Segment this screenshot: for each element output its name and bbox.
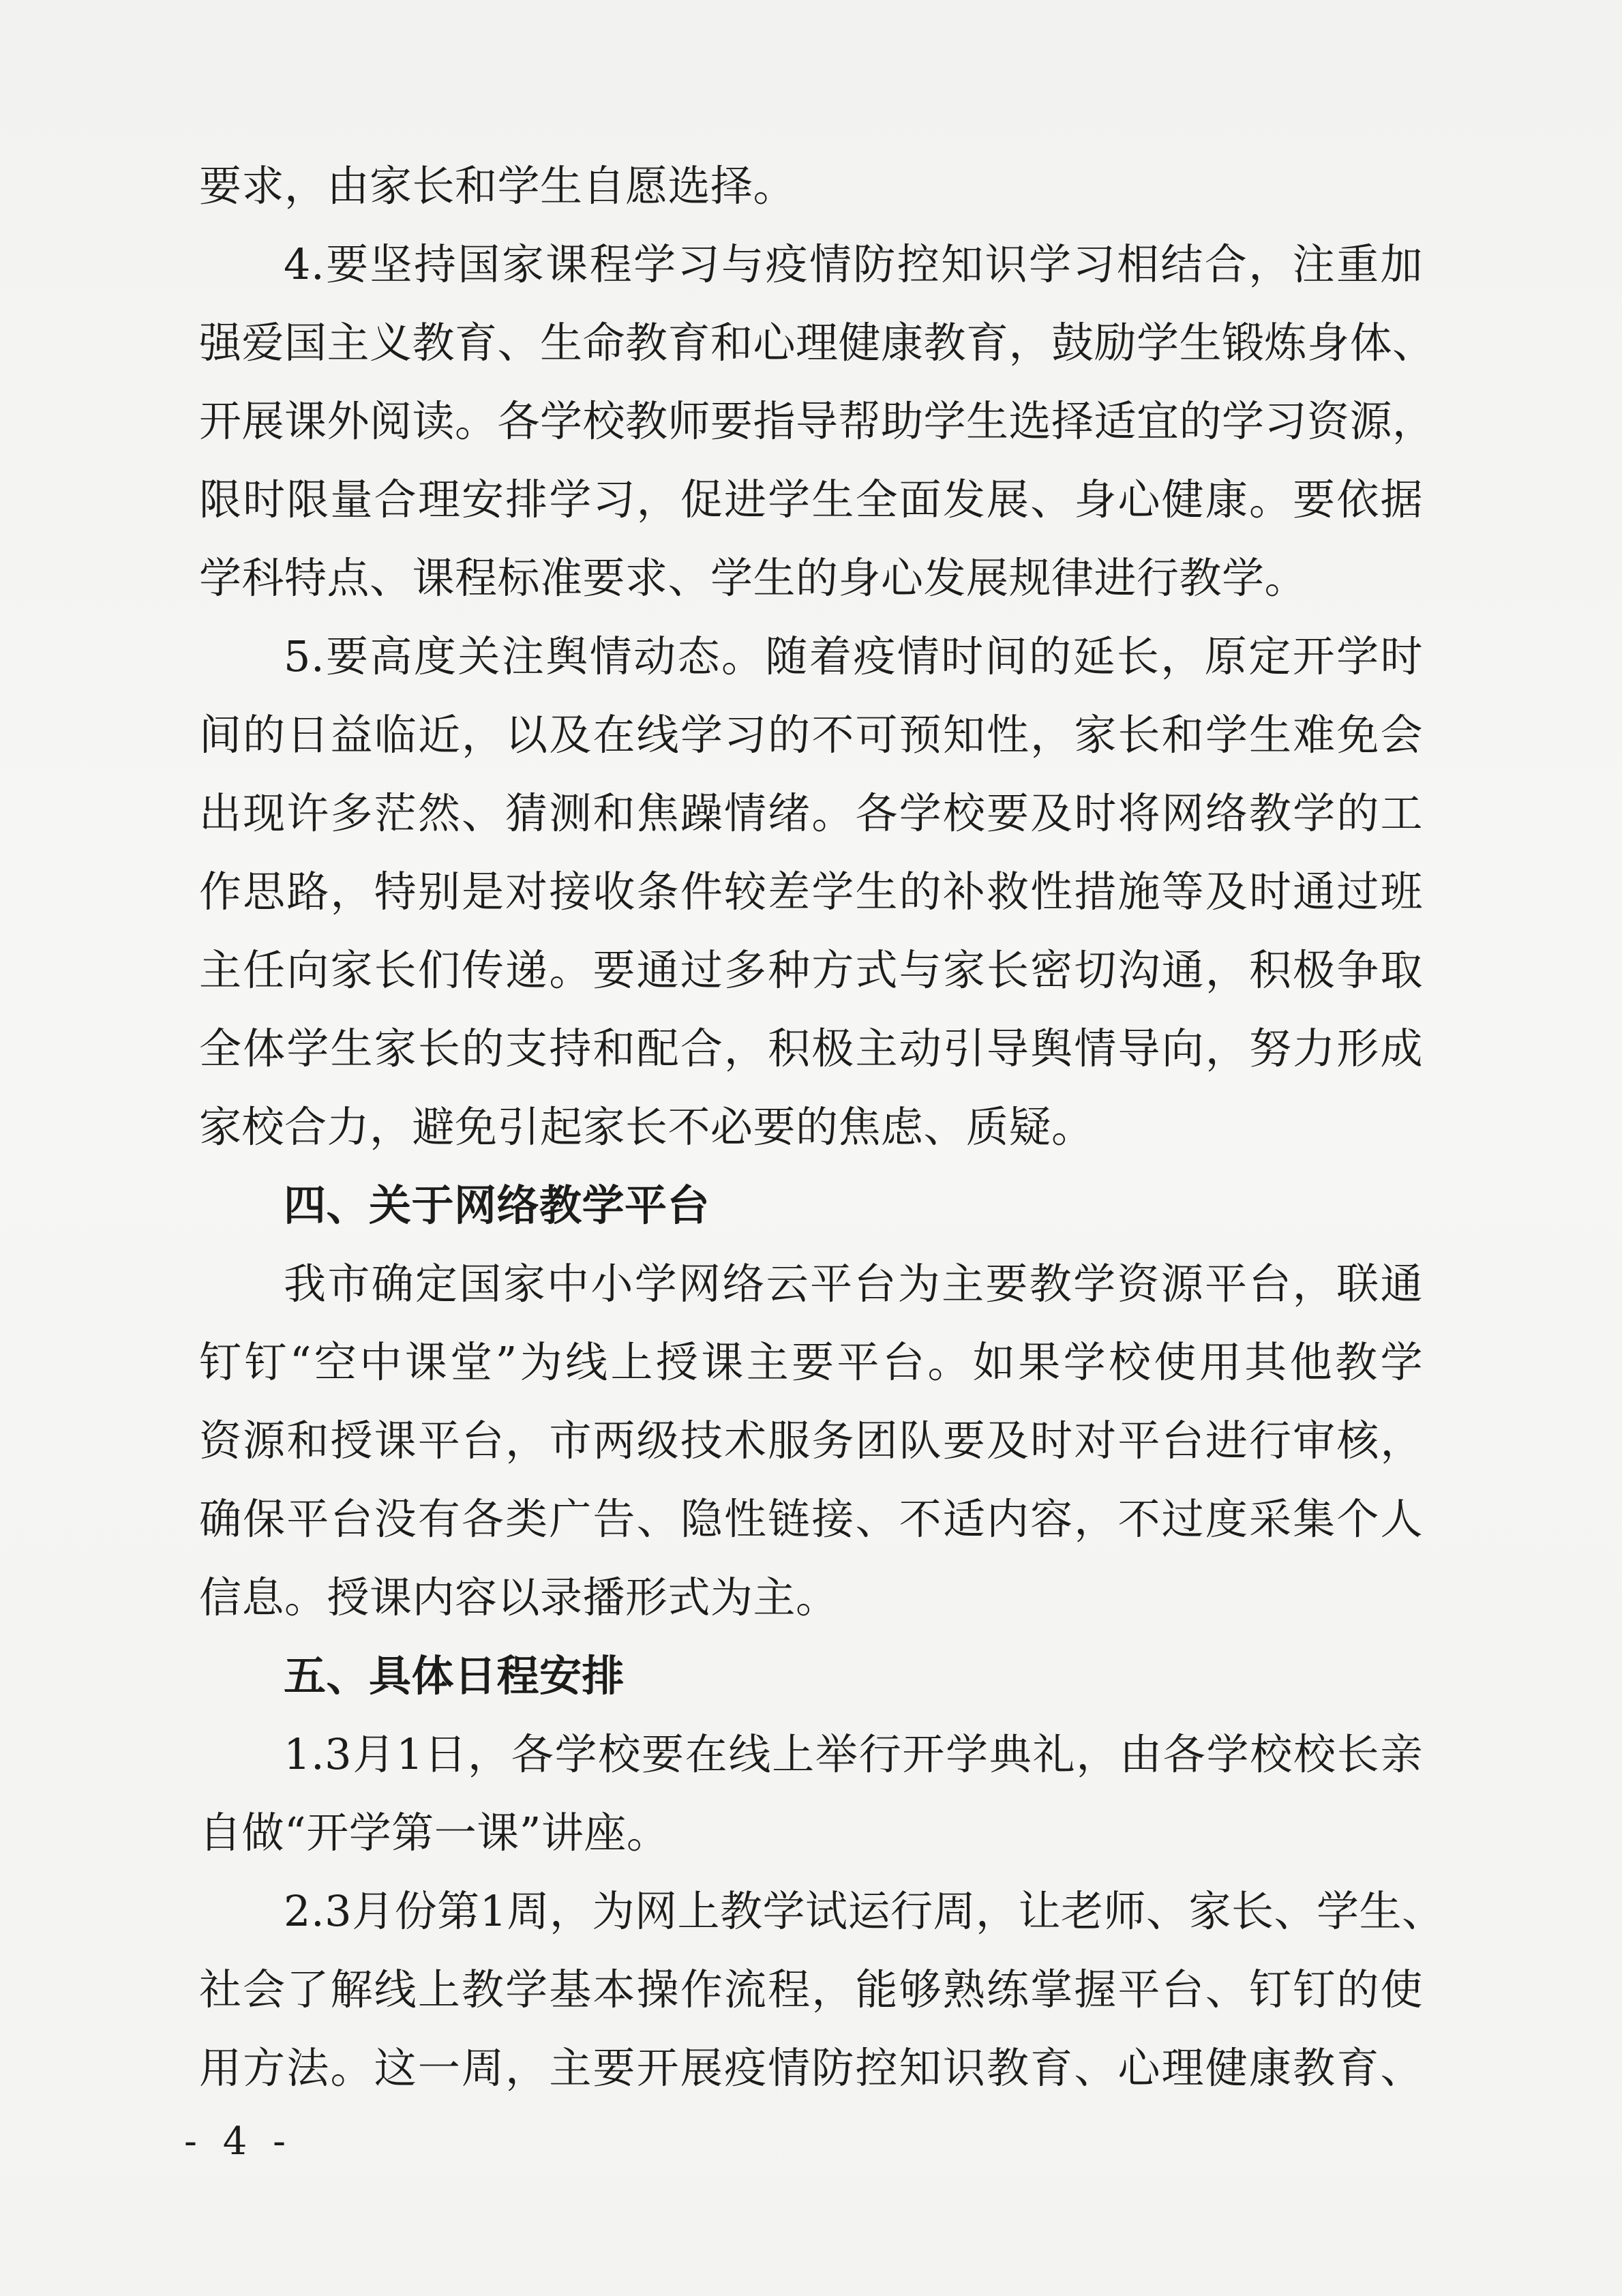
text-line: 开展课外阅读。各学校教师要指导帮助学生选择适宜的学习资源，	[199, 396, 1435, 446]
text-line: 社会了解线上教学基本操作流程，能够熟练掌握平台、钉钉的使	[199, 1965, 1423, 2014]
text-line: 出现许多茫然、猜测和焦躁情绪。各学校要及时将网络教学的工	[199, 788, 1423, 838]
text-line: 学科特点、课程标准要求、学生的身心发展规律进行教学。	[199, 553, 1308, 603]
text-line: 钉钉“空中课堂”为线上授课主要平台。如果学校使用其他教学	[199, 1337, 1423, 1387]
text-line: 限时限量合理安排学习，促进学生全面发展、身心健康。要依据	[199, 475, 1423, 524]
text-line: 资源和授课平台，市两级技术服务团队要及时对平台进行审核，	[199, 1416, 1423, 1465]
text-line: 我市确定国家中小学网络云平台为主要教学资源平台，联通	[284, 1259, 1423, 1309]
page-number: - 4 -	[184, 2119, 293, 2164]
text-line: 4.要坚持国家课程学习与疫情防控知识学习相结合，注重加	[284, 239, 1423, 289]
text-line: 间的日益临近，以及在线学习的不可预知性，家长和学生难免会	[199, 710, 1423, 760]
text-line: 家校合力，避免引起家长不必要的焦虑、质疑。	[199, 1102, 1094, 1152]
section-heading: 五、具体日程安排	[284, 1651, 625, 1701]
text-line: 作思路，特别是对接收条件较差学生的补救性措施等及时通过班	[199, 867, 1423, 916]
text-line: 1.3月1日，各学校要在线上举行开学典礼，由各学校校长亲	[284, 1729, 1423, 1779]
text-line: 强爱国主义教育、生命教育和心理健康教育，鼓励学生锻炼身体、	[199, 318, 1435, 368]
text-line: 用方法。这一周，主要开展疫情防控知识教育、心理健康教育、	[199, 2043, 1423, 2093]
text-line: 5.要高度关注舆情动态。随着疫情时间的延长，原定开学时	[284, 631, 1423, 681]
text-line: 信息。授课内容以录播形式为主。	[199, 1572, 839, 1622]
text-line: 确保平台没有各类广告、隐性链接、不适内容，不过度采集个人	[199, 1494, 1423, 1544]
text-line: 2.3月份第1周，为网上教学试运行周，让老师、家长、学生、	[284, 1886, 1445, 1936]
text-line: 全体学生家长的支持和配合，积极主动引导舆情导向，努力形成	[199, 1024, 1423, 1073]
section-heading: 四、关于网络教学平台	[284, 1180, 710, 1230]
body-text	[199, 147, 1445, 2107]
text-line: 主任向家长们传递。要通过多种方式与家长密切沟通，积极争取	[199, 945, 1423, 995]
text-line: 要求，由家长和学生自愿选择。	[199, 161, 796, 211]
text-line: 自做“开学第一课”讲座。	[199, 1808, 670, 1858]
